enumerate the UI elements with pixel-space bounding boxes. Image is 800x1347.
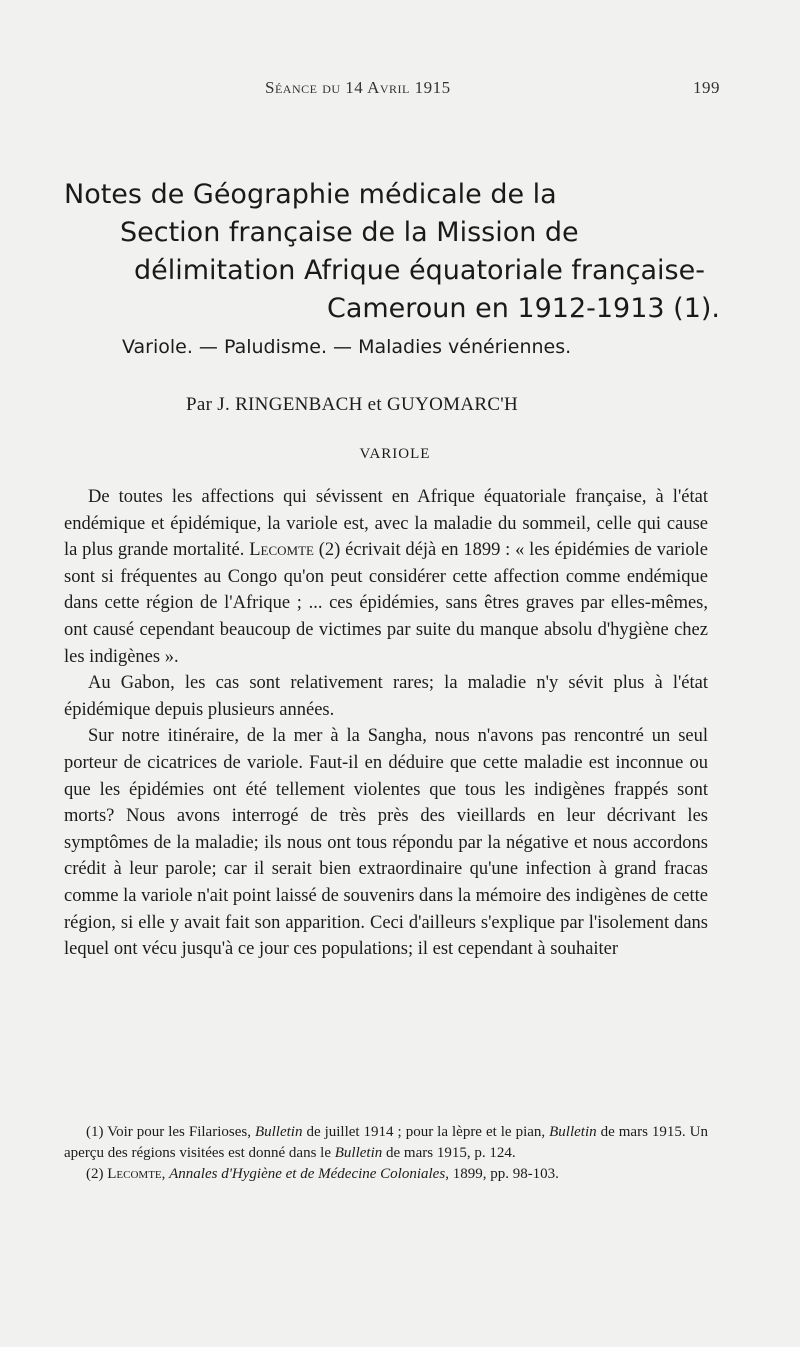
page-number: 199 — [693, 78, 720, 97]
article-body — [64, 484, 708, 963]
footnote-1-italic-2: Bulletin — [549, 1124, 597, 1140]
paragraph-2: Au Gabon, les cas sont relativement rares; la maladie n'y sévit plus à l'état épidémique depuis plusieurs années. — [64, 673, 708, 720]
paragraph-1-text-a: De toutes les affections qui sévissent en Afrique équatoriale française, à l'état endémique et épidémique, la variole est, avec la maladie du sommeil, celle qui cause la plus grande mortalité. — [64, 487, 708, 561]
paragraph-3: Sur notre itinéraire, de la mer à la Sangha, nous n'avons pas rencontré un seul porteur de cicatrices de variole. Faut-il en déduire que cette maladie est inconnue ou que les épidémies ont été tellement violentes que tous les indigènes frappés sont morts? Nous avons interrogé de très près des vieillards en leur décrivant les symptômes de la maladie; ils nous ont tous répondu par la négative et nous accordons crédit à leur parole; car il serait bien extraordinaire qu'une infection à grand fracas comme la variole n'ait point laissé de souvenirs dans la mémoire des indigènes de cette région, si elle y avait fait son apparition. Ceci d'ailleurs s'explique par l'isolement dans lequel ont vécu jusqu'à ce jour ces populations; il est cependant à souhaiter — [64, 726, 708, 960]
title-line-3: délimitation Afrique équatoriale française- — [134, 255, 705, 286]
section-heading: VARIOLE — [359, 446, 431, 462]
running-head-title: Séance du 14 Avril 1915 — [265, 78, 451, 97]
title-line-4: Cameroun en 1912-1913 (1). — [326, 293, 720, 324]
footnote-2-text-b: , — [161, 1166, 170, 1182]
title-line-1: Notes de Géographie médicale de la — [64, 179, 557, 210]
footnote-2-journal: Annales d'Hygiène et de Médecine Coloniales — [169, 1166, 446, 1182]
footnote-1-italic-1: Bulletin — [254, 1124, 303, 1140]
footnote-2 — [64, 1164, 708, 1185]
footnote-1-text-d: de mars 1915, p. 124. — [382, 1145, 516, 1161]
footnote-2-text-c: , 1899, pp. 98-103. — [445, 1166, 559, 1182]
footnote-1-text-c: de mars 1915. Un aperçu des régions visitées est donné dans le — [64, 1124, 708, 1161]
article-subtitle: Variole. — Paludisme. — Maladies vénériennes. — [122, 336, 572, 358]
footnote-1 — [64, 1122, 708, 1164]
footnote-2-text-a: (2) — [86, 1166, 108, 1182]
footnotes — [64, 1122, 708, 1185]
title-line-2: Section française de la Mission de — [120, 217, 579, 248]
footnote-1-text-b: de juillet 1914 ; pour la lèpre et le pian, — [302, 1124, 550, 1140]
paragraph-1-text-b: (2) écrivait déjà en 1899 : « les épidémies de variole sont si fréquentes au Congo qu'on peut considérer cette affection comme endémique dans cette région de l'Afrique ; ... ces épidémies, sans êtres graves par elles-mêmes, ont causé cependant beaucoup de victimes par suite du manque absolu d'hygiène chez les indigènes ». — [64, 540, 709, 667]
author-byline: Par J. RINGENBACH et GUYOMARC'H — [186, 394, 519, 415]
footnote-1-text-a: (1) Voir pour les Filarioses, — [86, 1124, 255, 1140]
footnote-1-italic-3: Bulletin — [334, 1145, 383, 1161]
cited-author: Lecomte — [249, 540, 314, 561]
footnote-2-author: Lecomte — [107, 1166, 162, 1182]
paragraph-1 — [64, 484, 708, 670]
